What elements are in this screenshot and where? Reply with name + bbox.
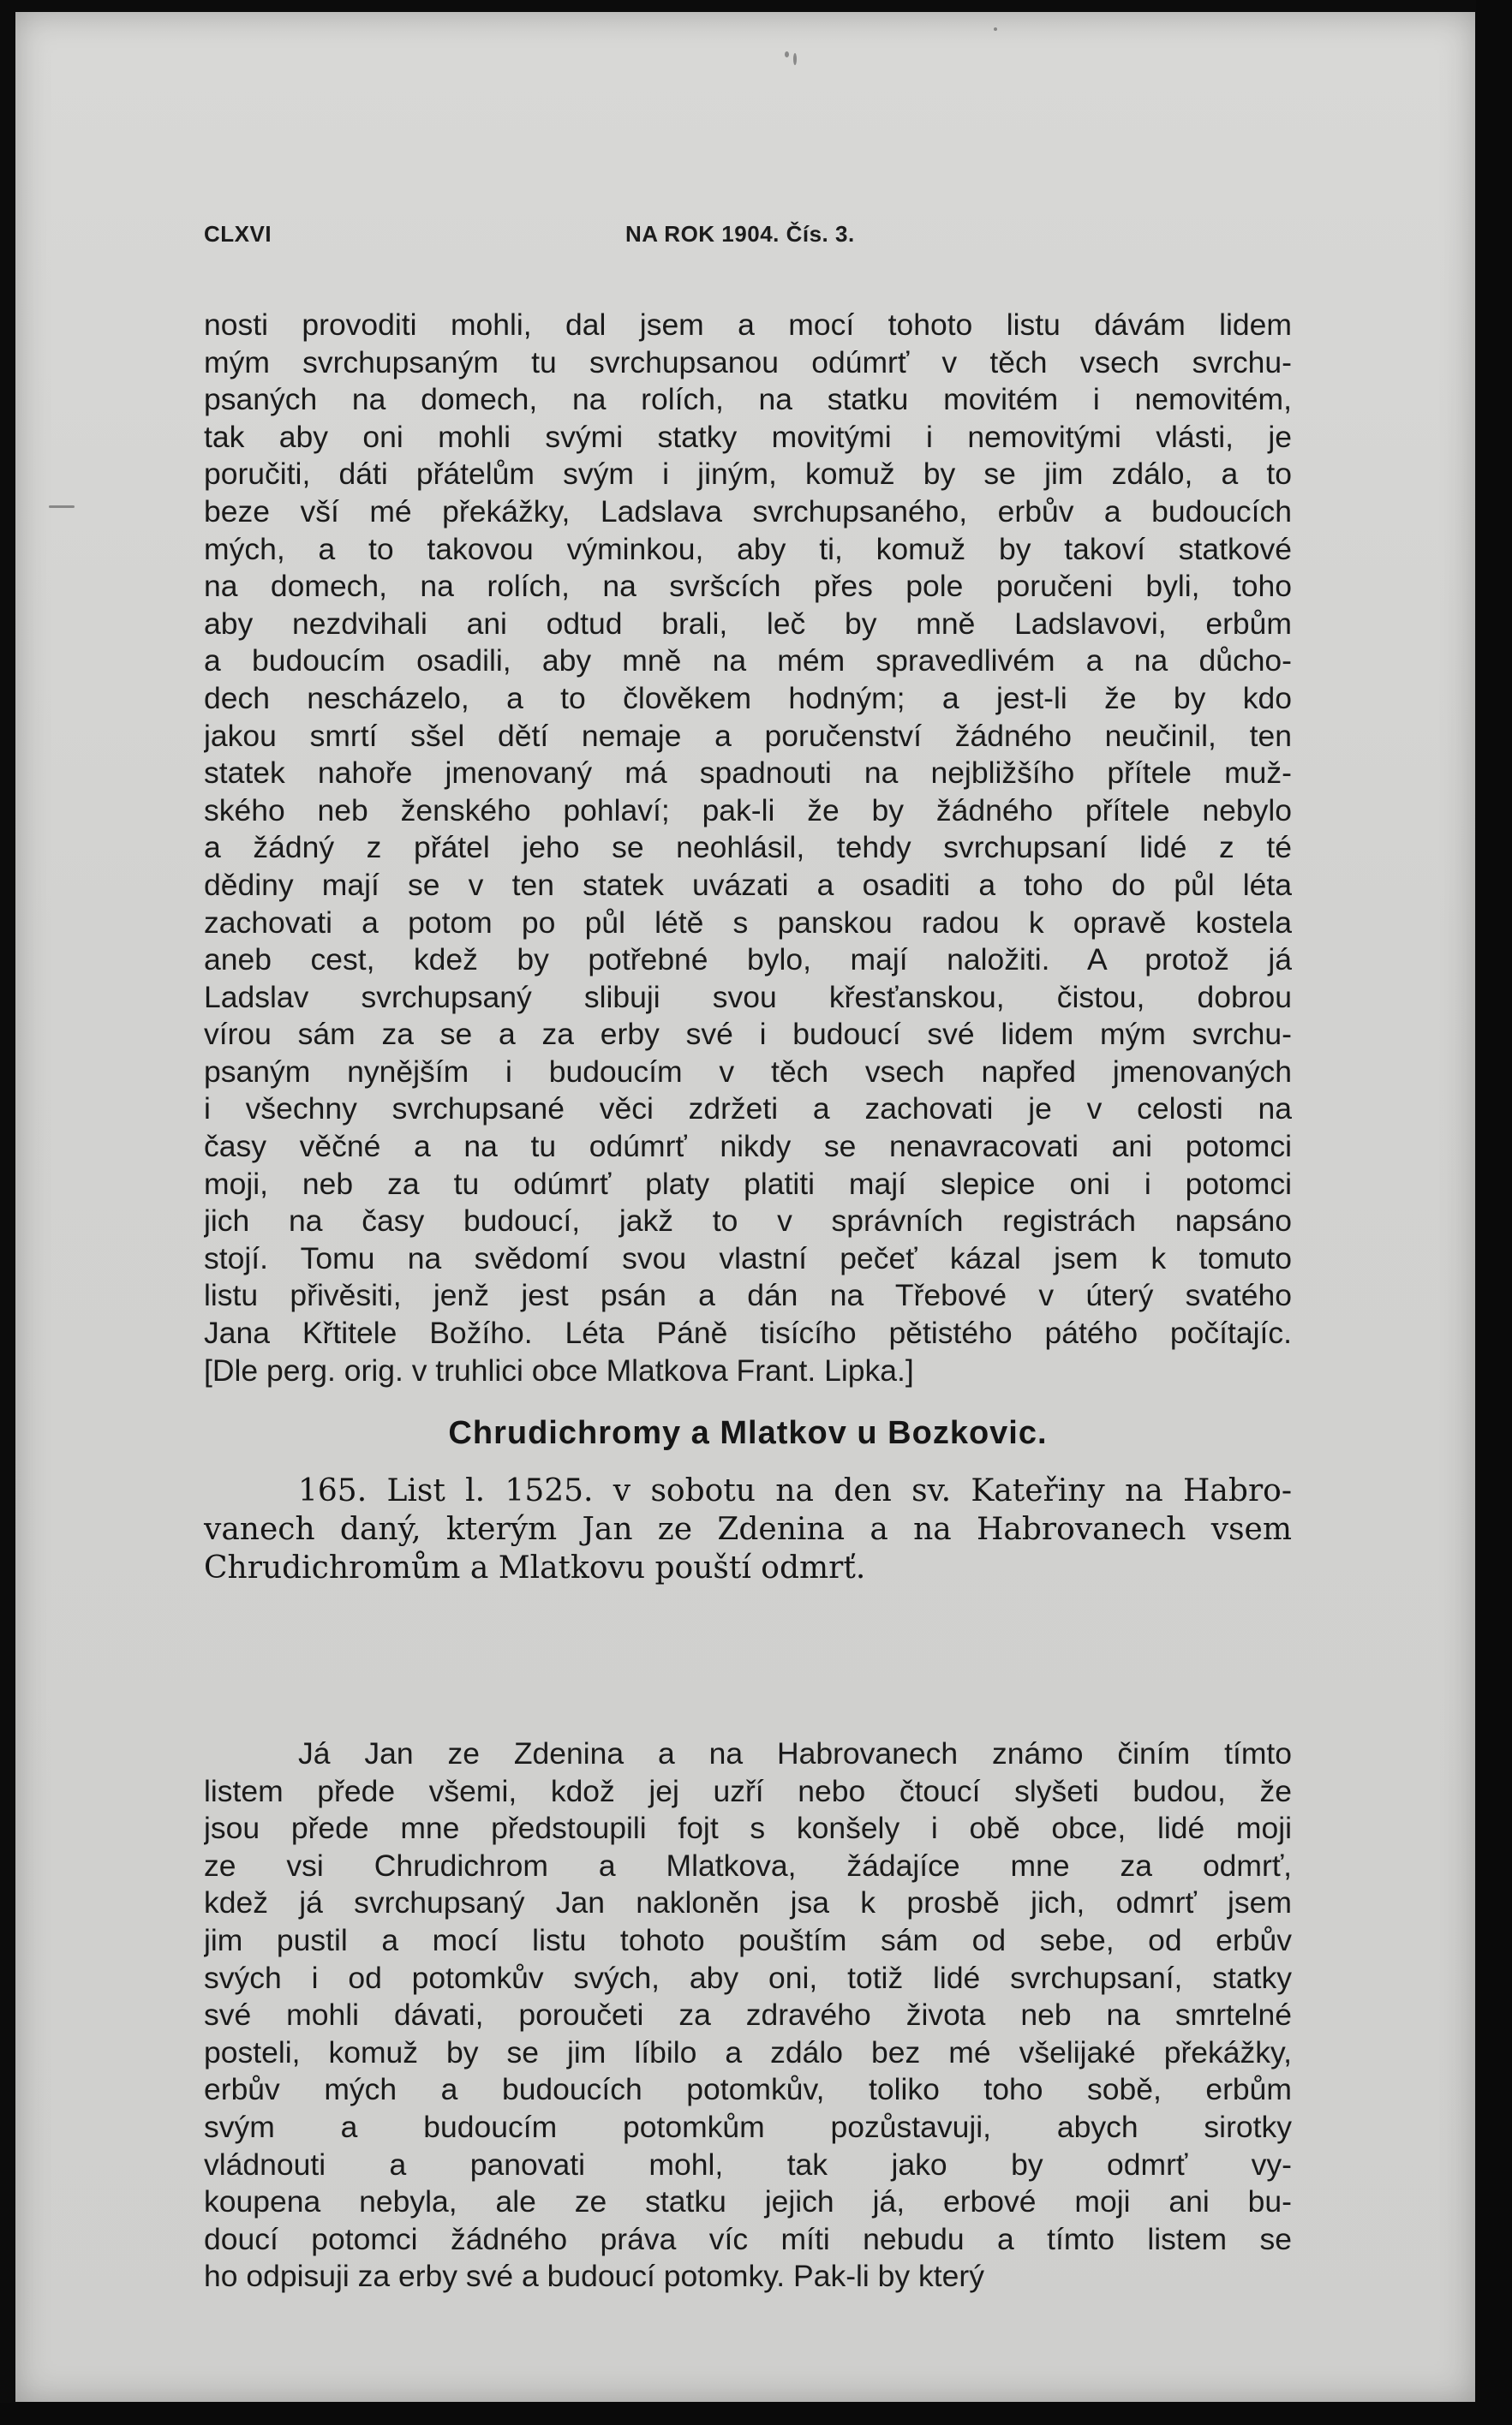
- scan-border-bottom: [0, 2403, 1512, 2425]
- ink-speck: [785, 51, 789, 57]
- paragraph-charter-line: jsou přede mne předstoupili fojt s konšely i obě obce, lidé moji: [204, 1811, 1292, 1846]
- paragraph-continuation-line: psaných na domech, na rolích, na statku movitém i nemovitém,: [204, 382, 1292, 417]
- paragraph-charter-line: svých i od potomkův svých, aby oni, totiž lidé svrchupsaní, statky: [204, 1960, 1292, 1995]
- ink-speck: [49, 505, 75, 508]
- document-title-line: vanech daný, kterým Jan ze Zdenina a na Habrovanech vsem: [204, 1512, 1292, 1547]
- paragraph-charter-line: vládnouti a panovati mohl, tak jako by odmrť vy-: [204, 2147, 1292, 2182]
- paragraph-charter-line: jim pustil a mocí listu tohoto pouštím sám od sebe, od erbův: [204, 1922, 1292, 1957]
- paragraph-continuation-line: aby nezdvihali ani odtud brali, leč by mně Ladslavovi, erbům: [204, 606, 1292, 641]
- paragraph-continuation-line: beze vší mé překážky, Ladslava svrchupsaného, erbův a budoucích: [204, 493, 1292, 529]
- scan-border-right: [1476, 0, 1512, 2425]
- paragraph-continuation-line: Ladslav svrchupsaný slibuji svou křesťanskou, čistou, dobrou: [204, 979, 1292, 1014]
- paragraph-continuation-line: Jana Křtitele Božího. Léta Páně tisícího pětistého pátého počítajíc.: [204, 1316, 1292, 1351]
- paragraph-charter-line: listem přede všemi, kdož jej uzří nebo čtoucí slyšeti budou, že: [204, 1773, 1292, 1808]
- page-number: CLXVI: [204, 221, 272, 247]
- paragraph-continuation-line: jakou smrtí sšel dětí nemaje a poručenství žádného neučinil, ten: [204, 718, 1292, 753]
- paragraph-continuation-line: listu přivěsiti, jenž jest psán a dán na Třebové v úterý svatého: [204, 1278, 1292, 1313]
- paragraph-continuation: [204, 307, 1292, 1389]
- running-title: NA ROK 1904. Čís. 3.: [625, 221, 855, 247]
- paragraph-charter-line: svým a budoucím potomkům pozůstavuji, abych sirotky: [204, 2109, 1292, 2144]
- paragraph-continuation-line: mých, a to takovou výminkou, aby ti, komuž by takoví statkové: [204, 531, 1292, 566]
- paragraph-continuation-line: a budoucím osadili, aby mně na mém spravedlivém a na důcho-: [204, 643, 1292, 678]
- paragraph-continuation-line: ského neb ženského pohlaví; pak-li že by žádného přítele nebylo: [204, 792, 1292, 827]
- paragraph-charter-line: doucí potomci žádného práva víc míti nebudu a tímto listem se: [204, 2221, 1292, 2256]
- paragraph-continuation-line: jich na časy budoucí, jakž to v správních registrách napsáno: [204, 1204, 1292, 1239]
- paragraph-continuation-line: mým svrchupsaným tu svrchupsanou odúmrť v těch vsech svrchu-: [204, 344, 1292, 379]
- paragraph-continuation-line: moji, neb za tu odúmrť platy platiti mají slepice oni i potomci: [204, 1166, 1292, 1201]
- paragraph-charter-line: kdež já svrchupsaný Jan nakloněn jsa k prosbě jich, odmrť jsem: [204, 1885, 1292, 1920]
- paragraph-continuation-line: aneb cest, kdež by potřebné bylo, mají naložiti. A protož já: [204, 942, 1292, 977]
- paragraph-continuation-line: [Dle perg. orig. v truhlici obce Mlatkova Frant. Lipka.]: [204, 1353, 914, 1388]
- document-title-line: 165. List l. 1525. v sobotu na den sv. Kateřiny na Habro-: [298, 1473, 1292, 1508]
- paragraph-continuation-line: tak aby oni mohli svými statky movitými i nemovitými vlásti, je: [204, 419, 1292, 454]
- paragraph-charter: [204, 1735, 1292, 2296]
- section-heading: Chrudichromy a Mlatkov u Bozkovic.: [448, 1415, 1048, 1451]
- paragraph-continuation-line: dech nescházelo, a to člověkem hodným; a jest-li že by kdo: [204, 680, 1292, 715]
- paragraph-continuation-line: stojí. Tomu na svědomí svou vlastní pečeť kázal jsem k tomuto: [204, 1240, 1292, 1275]
- paragraph-charter-line: své mohli dávati, poroučeti za zdravého života neb na smrtelné: [204, 1998, 1292, 2033]
- paragraph-charter-line: posteli, komuž by se jim líbilo a zdálo bez mé všelijaké překážky,: [204, 2034, 1292, 2070]
- paragraph-continuation-line: statek nahoře jmenovaný má spadnouti na nejbližšího přítele muž-: [204, 756, 1292, 791]
- paragraph-continuation-line: na domech, na rolích, na svršcích přes pole poručeni byli, toho: [204, 569, 1292, 604]
- paragraph-continuation-line: i všechny svrchupsané věci zdržeti a zachovati je v celosti na: [204, 1091, 1292, 1126]
- paragraph-continuation-line: psaným nynějším i budoucím v těch vsech napřed jmenovaných: [204, 1054, 1292, 1089]
- paragraph-charter-line: erbův mých a budoucích potomkův, toliko toho sobě, erbům: [204, 2072, 1292, 2107]
- document-title-line: Chrudichromům a Mlatkovu pouští odmrť.: [204, 1550, 866, 1586]
- paragraph-continuation-line: poručiti, dáti přátelům svým i jiným, komuž by se jim zdálo, a to: [204, 457, 1292, 492]
- paragraph-continuation-line: nosti provoditi mohli, dal jsem a mocí tohoto listu dávám lidem: [204, 308, 1292, 342]
- paragraph-charter-line: ho odpisuji za erby své a budoucí potomky. Pak-li by který: [204, 2259, 984, 2294]
- ink-speck: [793, 53, 797, 65]
- document-title: [204, 1472, 1292, 1587]
- paragraph-charter-line: Já Jan ze Zdenina a na Habrovanech známo činím tímto: [298, 1736, 1292, 1771]
- paragraph-continuation-line: zachovati a potom po půl létě s panskou radou k opravě kostela: [204, 905, 1292, 940]
- ink-speck: [994, 27, 997, 31]
- paragraph-continuation-line: dědiny mají se v ten statek uvázati a osaditi a toho do půl léta: [204, 867, 1292, 902]
- paragraph-continuation-line: vírou sám za se a za erby své i budoucí své lidem mým svrchu-: [204, 1017, 1292, 1052]
- paragraph-continuation-line: a žádný z přátel jeho se neohlásil, tehdy svrchupsaní lidé z té: [204, 830, 1292, 865]
- paragraph-charter-line: koupena nebyla, ale ze statku jejich já, erbové moji ani bu-: [204, 2184, 1292, 2219]
- paragraph-continuation-line: časy věčné a na tu odúmrť nikdy se nenavracovati ani potomci: [204, 1129, 1292, 1164]
- paragraph-charter-line: ze vsi Chrudichrom a Mlatkova, žádajíce mne za odmrť,: [204, 1848, 1292, 1883]
